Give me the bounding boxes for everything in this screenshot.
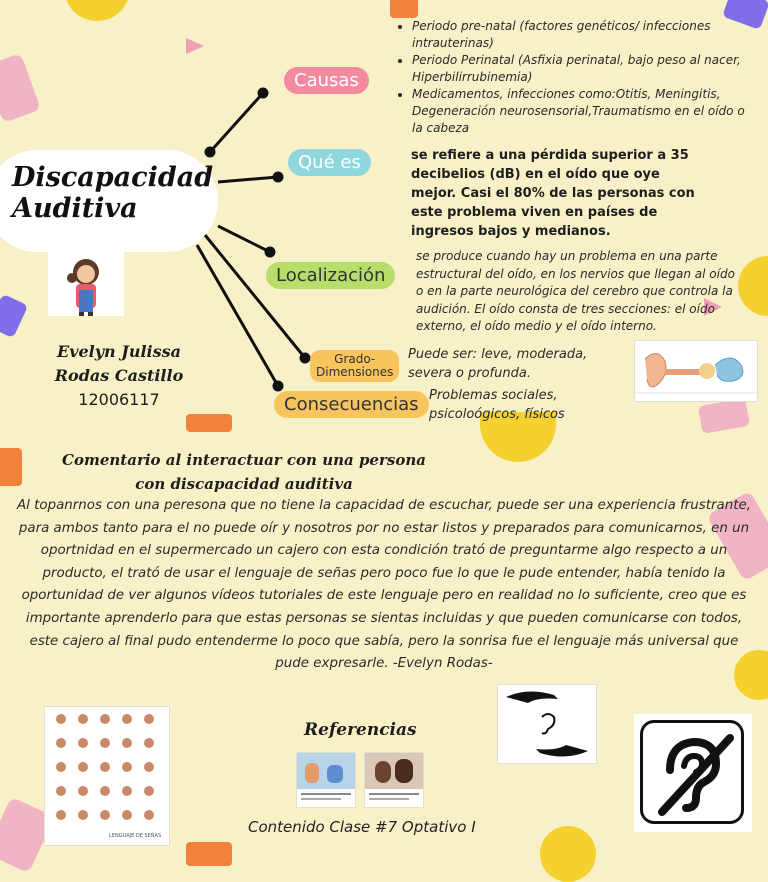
consecuencias-text: Problemas sociales, psicoloógicos, físicos bbox=[429, 388, 565, 422]
author-block bbox=[44, 340, 194, 412]
grado-text: Puede ser: leve, moderada, severa o profunda. bbox=[408, 347, 588, 381]
author-name-line2: Rodas Castillo bbox=[54, 366, 184, 385]
node-grado-label: Grado- Dimensiones bbox=[316, 352, 394, 379]
reference-thumbnail-1[interactable] bbox=[296, 752, 356, 808]
reference-thumbnail-2[interactable] bbox=[364, 752, 424, 808]
references-title: Referencias bbox=[304, 720, 417, 740]
author-id: 12006117 bbox=[78, 390, 160, 409]
author-name-line1: Evelyn Julissa bbox=[57, 342, 181, 361]
localizacion-text: se produce cuando hay un problema en una parte estructural del oído, en los nervios que llegan al oído o en la parte neurológica del cerebro que controla la audición. El oído consta de tres secciones: el oído externo, el oído medio y el oído interno. bbox=[416, 249, 735, 334]
causas-item: • Medicamentos, infecciones como:Otitis, Meningitis, Degeneración neurosensorial,Traumatismo en el oído o la cabeza bbox=[412, 86, 754, 137]
node-causas: Causas bbox=[284, 67, 369, 94]
causas-list bbox=[398, 18, 754, 137]
ear-anatomy-diagram bbox=[634, 340, 758, 402]
puzzle-piece-decoration bbox=[698, 398, 750, 434]
causas-item: • Periodo Perinatal (Asfixia perinatal, bajo peso al nacer, Hiperbilirrubinemia) bbox=[412, 52, 754, 86]
page-title: Discapacidad Auditiva bbox=[12, 162, 214, 224]
que-es-text: se refiere a una pérdida superior a 35 decibelios (dB) en el oído que oye mejor. Casi el 80% de las personas con este problema viven en países de ingresos bajos y medianos. bbox=[411, 148, 695, 239]
node-que-es: Qué es bbox=[288, 149, 371, 176]
sun-circle-decoration bbox=[540, 826, 596, 882]
node-localizacion: Localización bbox=[266, 262, 395, 289]
hands-ear-image bbox=[497, 684, 597, 764]
deaf-ear-icon bbox=[634, 714, 752, 832]
sign-hands-grid bbox=[45, 707, 169, 831]
girl-illustration bbox=[48, 252, 124, 316]
footer-text: Contenido Clase #7 Optativo I bbox=[248, 818, 476, 836]
causas-item: • Periodo pre-natal (factores genéticos/ infecciones intrauterinas) bbox=[412, 18, 754, 52]
sign-language-chart bbox=[44, 706, 170, 846]
comment-body: Al topanrnos con una peresona que no tiene la capacidad de escuchar, puede ser una experiencia frustrante, para ambos tanto para el no puede oír y nosotros por no estar listos y preparados para comunicarnos, en un oportnidad en el supermercado un cajero con esta condición trató de preguntarme algo respecto a un producto, el trató de usar el lenguaje de señas pero poco fue lo que le pude entender, había tenido la oportunidad de ver algunos vídeos tutoriales de este lenguaje pero en realidad no lo suficiente, creo que es importante aprenderlo para que estas personas se sientas incluidas y que pueden comunicarse con todos, este cajero al final pudo entenderme lo poco que sabía, pero la sonrisa fue el lenguaje más universal que pude expresarle. -Evelyn Rodas- bbox=[17, 498, 751, 672]
sign-chart-caption: LENGUAJE DE SEÑAS bbox=[109, 833, 162, 839]
node-grado-dimensiones bbox=[310, 350, 399, 382]
puzzle-piece-decoration bbox=[186, 842, 232, 866]
comment-title: Comentario al interactuar con una persona con discapacidad auditiva bbox=[62, 451, 426, 493]
node-consecuencias: Consecuencias bbox=[274, 391, 429, 418]
hearing-impaired-symbol bbox=[634, 714, 752, 832]
puzzle-piece-decoration bbox=[0, 448, 22, 486]
